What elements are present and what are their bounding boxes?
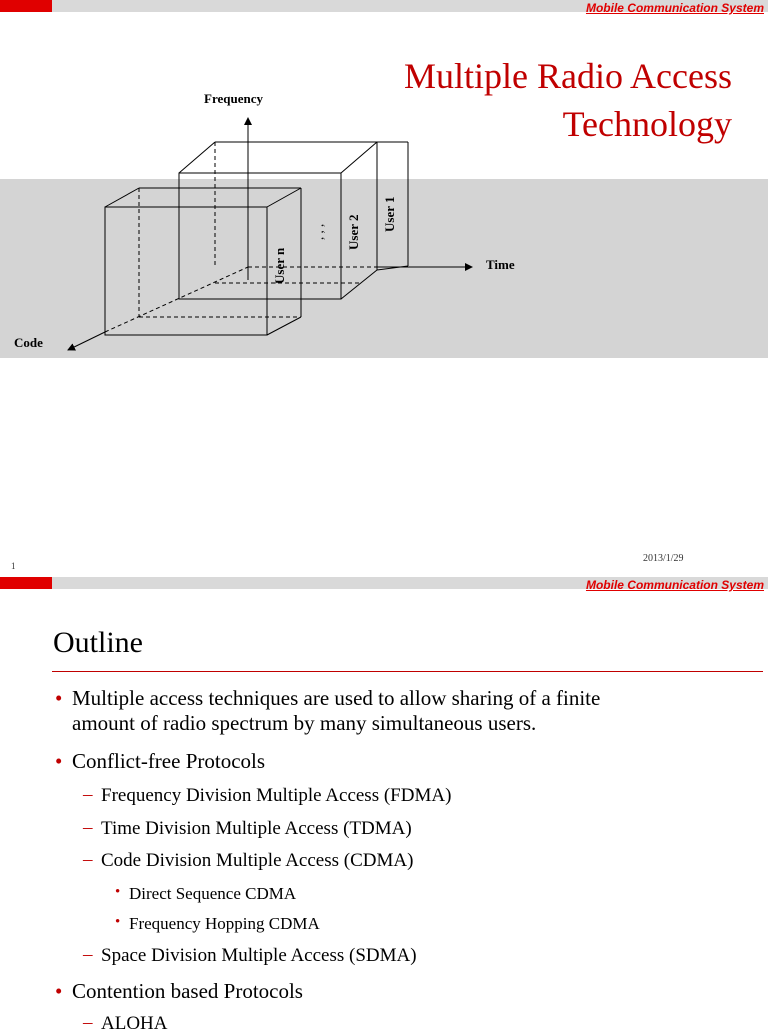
header-label: Mobile Communication System: [585, 1, 764, 15]
dash-marker: –: [83, 849, 93, 870]
slide1-title-line1: Multiple Radio Access: [404, 56, 732, 96]
code-axis-label: Code: [14, 335, 43, 350]
bullet-marker: •: [55, 749, 63, 773]
dash-marker: –: [83, 1012, 93, 1033]
dash-marker: –: [83, 784, 93, 805]
dash-marker: –: [83, 944, 93, 965]
outline-title: Outline: [53, 626, 143, 659]
frequency-axis-label: Frequency: [204, 91, 263, 106]
list-item: Conflict-free Protocols: [72, 749, 266, 773]
multiple-access-diagram: [0, 80, 560, 380]
list-item-line: Multiple access techniques are used to allow sharing of a finite: [72, 686, 601, 710]
user-1-label: User 1: [382, 196, 397, 232]
list-item: Contention based Protocols: [72, 979, 303, 1003]
list-item-line: amount of radio spectrum by many simultaneous users.: [72, 711, 537, 735]
time-axis-label: Time: [486, 257, 515, 272]
code-axis: [68, 332, 105, 350]
bullet-marker: •: [115, 914, 121, 930]
slide-number: 1: [11, 561, 16, 571]
title-divider: [52, 671, 763, 672]
bullet-marker: •: [115, 884, 121, 900]
header-label: Mobile Communication System: [585, 578, 764, 592]
list-item: Time Division Multiple Access (TDMA): [101, 818, 412, 839]
list-item: Code Division Multiple Access (CDMA): [101, 850, 414, 871]
list-item: Direct Sequence CDMA: [129, 884, 297, 903]
list-item: Frequency Hopping CDMA: [129, 914, 320, 933]
list-item: [72, 686, 600, 736]
user-n-label: User n: [272, 247, 287, 284]
list-item: ALOHA: [101, 1013, 168, 1034]
user-2-label: User 2: [346, 214, 361, 250]
slide1-title-line2: Technology: [562, 104, 732, 144]
ellipsis-label: , , ,: [311, 223, 326, 240]
slide-date: 2013/1/29: [643, 553, 684, 564]
box-back: [179, 142, 408, 299]
hidden-edges: [105, 142, 375, 332]
list-item: Frequency Division Multiple Access (FDMA): [101, 785, 452, 806]
list-item: Space Division Multiple Access (SDMA): [101, 945, 417, 966]
header-red-block: [0, 0, 52, 12]
dash-marker: –: [83, 817, 93, 838]
bullet-marker: •: [55, 686, 63, 710]
bullet-marker: •: [55, 979, 63, 1003]
header-red-block: [0, 577, 52, 589]
